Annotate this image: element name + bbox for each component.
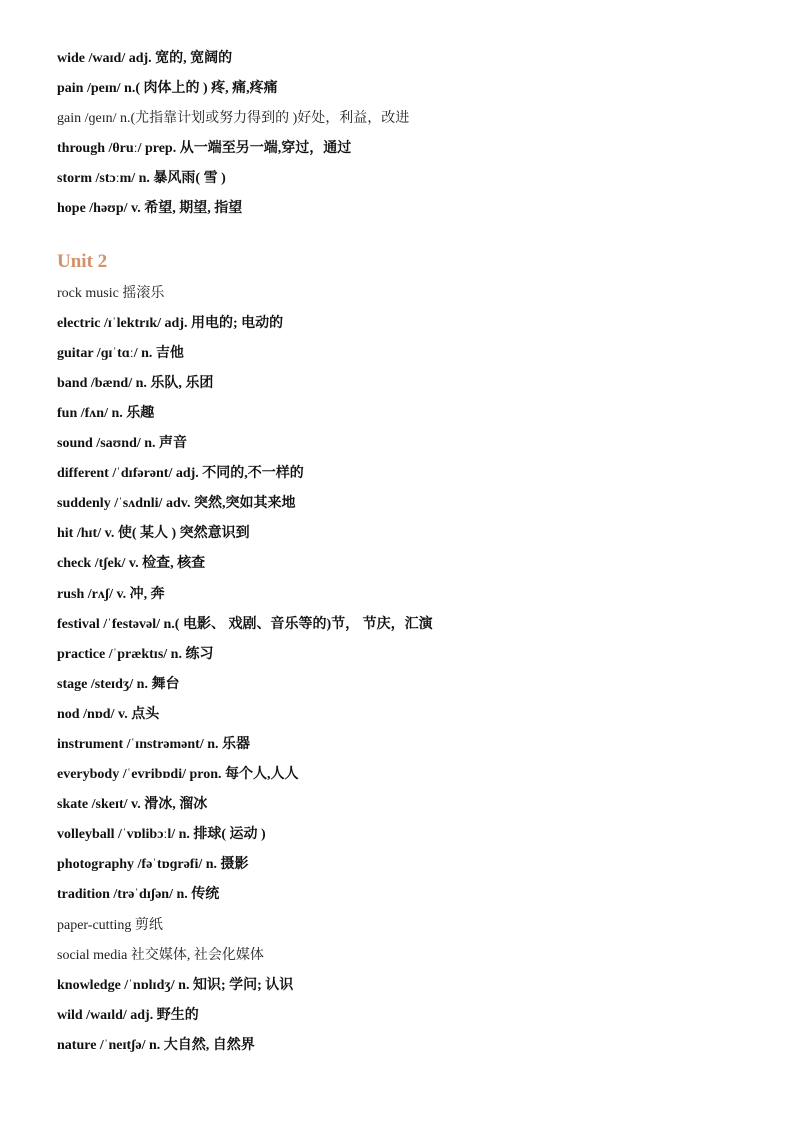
vocab-entry: rock music 摇滚乐 <box>57 285 165 301</box>
unit-2-word-list <box>57 279 757 1061</box>
vocab-entry: sound /saʊnd/ n. 声音 <box>57 436 188 452</box>
vocab-entry: gain /ɡeɪn/ n.(尤指靠计划或努力得到的 )好处，利益，改进 <box>57 111 410 127</box>
vocab-entry: instrument /ˈɪnstrəmənt/ n. 乐器 <box>57 736 251 752</box>
vocab-entry: knowledge /ˈnɒlɪdʒ/ n. 知识; 学问; 认识 <box>57 977 294 993</box>
vocab-entry: everybody /ˈevribɒdi/ pron. 每个人,人人 <box>57 767 299 783</box>
vocab-entry: rush /rʌʃ/ v. 冲, 奔 <box>57 586 165 602</box>
vocab-entry: skate /skeɪt/ v. 滑冰, 溜冰 <box>57 797 208 813</box>
vocab-entry: guitar /ɡɪˈtɑː/ n. 吉他 <box>57 345 184 361</box>
vocab-entry: social media 社交媒体, 社会化媒体 <box>57 947 264 963</box>
vocabulary-page <box>57 44 757 1061</box>
vocab-entry: practice /ˈpræktɪs/ n. 练习 <box>57 646 214 662</box>
vocab-entry: fun /fʌn/ n. 乐趣 <box>57 405 155 421</box>
vocab-entry: stage /steɪdʒ/ n. 舞台 <box>57 676 180 692</box>
vocab-entry: volleyball /ˈvɒlibɔːl/ n. 排球( 运动 ) <box>57 827 266 843</box>
vocab-entry: paper-cutting 剪纸 <box>57 917 163 933</box>
vocab-entry: hit /hɪt/ v. 使( 某人 ) 突然意识到 <box>57 526 250 542</box>
unit-1-word-list <box>57 44 757 225</box>
vocab-entry: band /bænd/ n. 乐队, 乐团 <box>57 375 214 391</box>
vocab-entry: nod /nɒd/ v. 点头 <box>57 706 160 722</box>
unit-2-heading: Unit 2 <box>57 250 108 272</box>
vocab-entry: through /θruː/ prep. 从一端至另一端,穿过，通过 <box>57 141 352 157</box>
vocab-entry: hope /həʊp/ v. 希望, 期望, 指望 <box>57 201 243 217</box>
vocab-entry: photography /fəˈtɒɡrəfi/ n. 摄影 <box>57 857 249 873</box>
vocab-entry: pain /peɪn/ n.( 肉体上的 ) 疼, 痛,疼痛 <box>57 81 278 97</box>
vocab-entry: nature /ˈneɪtʃə/ n. 大自然, 自然界 <box>57 1037 255 1053</box>
vocab-entry: different /ˈdɪfərənt/ adj. 不同的,不一样的 <box>57 466 304 482</box>
vocab-entry: wild /waɪld/ adj. 野生的 <box>57 1007 199 1023</box>
vocab-entry: suddenly /ˈsʌdnli/ adv. 突然,突如其来地 <box>57 496 296 512</box>
vocab-entry: wide /waɪd/ adj. 宽的, 宽阔的 <box>57 51 233 66</box>
vocab-entry: check /tʃek/ v. 检查, 核查 <box>57 556 206 572</box>
vocab-entry: festival /ˈfestəvəl/ n.( 电影、 戏剧、音乐等的)节， 节庆，汇演 <box>57 616 433 632</box>
section-gap <box>57 225 757 247</box>
vocab-entry: tradition /trəˈdɪʃən/ n. 传统 <box>57 887 220 903</box>
vocab-entry: storm /stɔːm/ n. 暴风雨( 雪 ) <box>57 171 226 187</box>
vocab-entry: electric /ɪˈlektrɪk/ adj. 用电的; 电动的 <box>57 315 284 331</box>
